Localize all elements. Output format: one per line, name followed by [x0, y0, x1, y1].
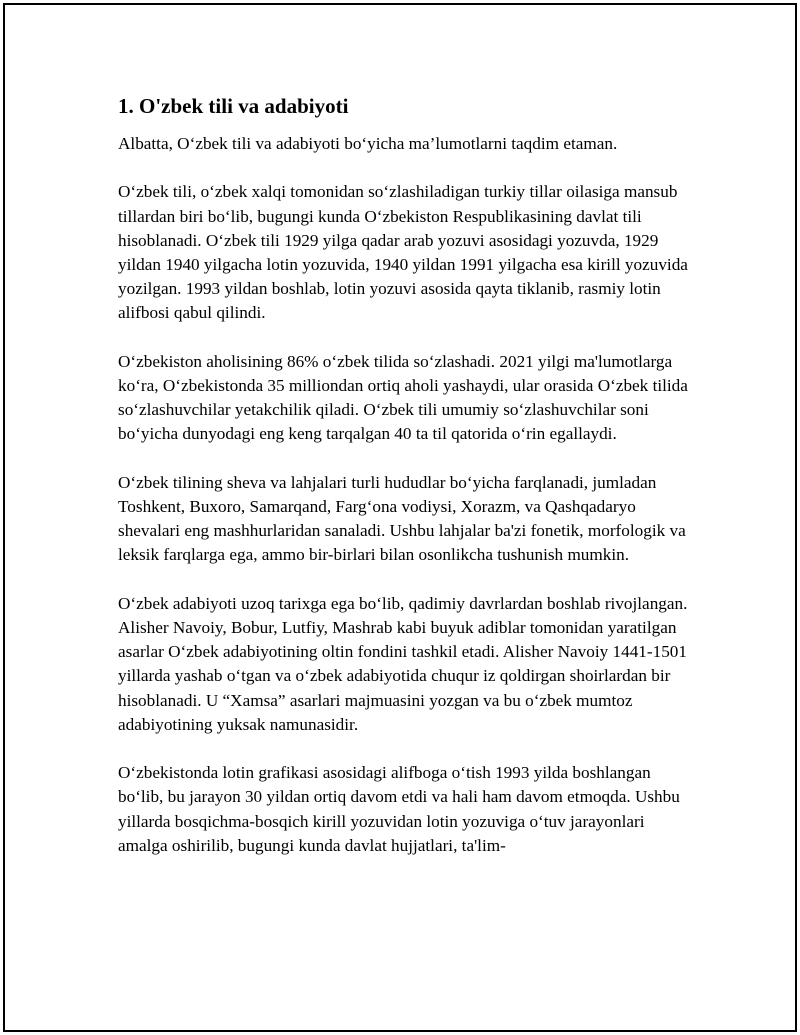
paragraph-language-history: O‘zbek tili, o‘zbek xalqi tomonidan so‘zlashiladigan turkiy tillar oilasiga mansub tillardan biri bo‘lib, bugungi kunda O‘zbekiston Respublikasining davlat tili hisoblanadi. O‘zbek tili 1929 yilga qadar arab yozuvi asosidagi yozuvda, 1929 yildan 1940 yilgacha lotin yozuvida, 1940 yildan 1991 yilgacha esa kirill yozuvida yozilgan. 1993 yildan boshlab, lotin yozuvi asosida qayta tiklanib, rasmiy lotin alifbosi qabul qilindi.: [118, 182, 688, 323]
paragraph-literature: O‘zbek adabiyoti uzoq tarixga ega bo‘lib, qadimiy davrlardan boshlab rivojlangan. Alisher Navoiy, Bobur, Lutfiy, Mashrab kabi buyuk adiblar tomonidan yaratilgan asarlar O‘zbek adabiyotining oltin fondini tashkil etadi. Alisher Navoiy 1441-1501 yillarda yashab o‘tgan va o‘zbek adabiyotida chuqur iz qoldirgan shoirlardan bir hisoblanadi. U “Xamsa” asarlari majmuasini yozgan va bu o‘zbek mumtoz adabiyotining yuksak namunasidir.: [118, 593, 688, 734]
paragraph-speakers: O‘zbekiston aholisining 86% o‘zbek tilida so‘zlashadi. 2021 yilgi ma'lumotlarga ko‘ra, O‘zbekistonda 35 milliondan ortiq aholi yashaydi, ular orasida O‘zbek tilida so‘zlashuvchilar yetakchilik qiladi. O‘zbek tili umumiy so‘zlashuvchilar soni bo‘yicha dunyodagi eng keng tarqalgan 40 ta til qatorida o‘rin egallaydi.: [118, 351, 688, 444]
paragraph-latin-alphabet: O‘zbekistonda lotin grafikasi asosidagi alifboga o‘tish 1993 yilda boshlangan bo‘lib, bu jarayon 30 yildan ortiq davom etdi va hali ham davom etmoqda. Ushbu yillarda bosqichma-bosqich kirill yozuvidan lotin yozuviga o‘tuv jarayonlari amalga oshirilib, bugungi kunda davlat hujjatlari, ta'lim-: [118, 763, 680, 855]
document-body: [118, 92, 698, 882]
paragraph-dialects: O‘zbek tilining sheva va lahjalari turli hududlar bo‘yicha farqlanadi, jumladan Toshkent, Buxoro, Samarqand, Farg‘ona vodiysi, Xorazm, va Qashqadaryo shevalari eng mashhurlaridan sanaladi. Ushbu lahjalar ba'zi fonetik, morfologik va leksik farqlarga ega, ammo bir-birlari bilan osonlikcha tushunish mumkin.: [118, 472, 686, 565]
section-heading: 1. O'zbek tili va adabiyoti: [118, 94, 349, 118]
paragraph-intro: Albatta, O‘zbek tili va adabiyoti bo‘yicha ma’lumotlarni taqdim etaman.: [118, 134, 618, 153]
